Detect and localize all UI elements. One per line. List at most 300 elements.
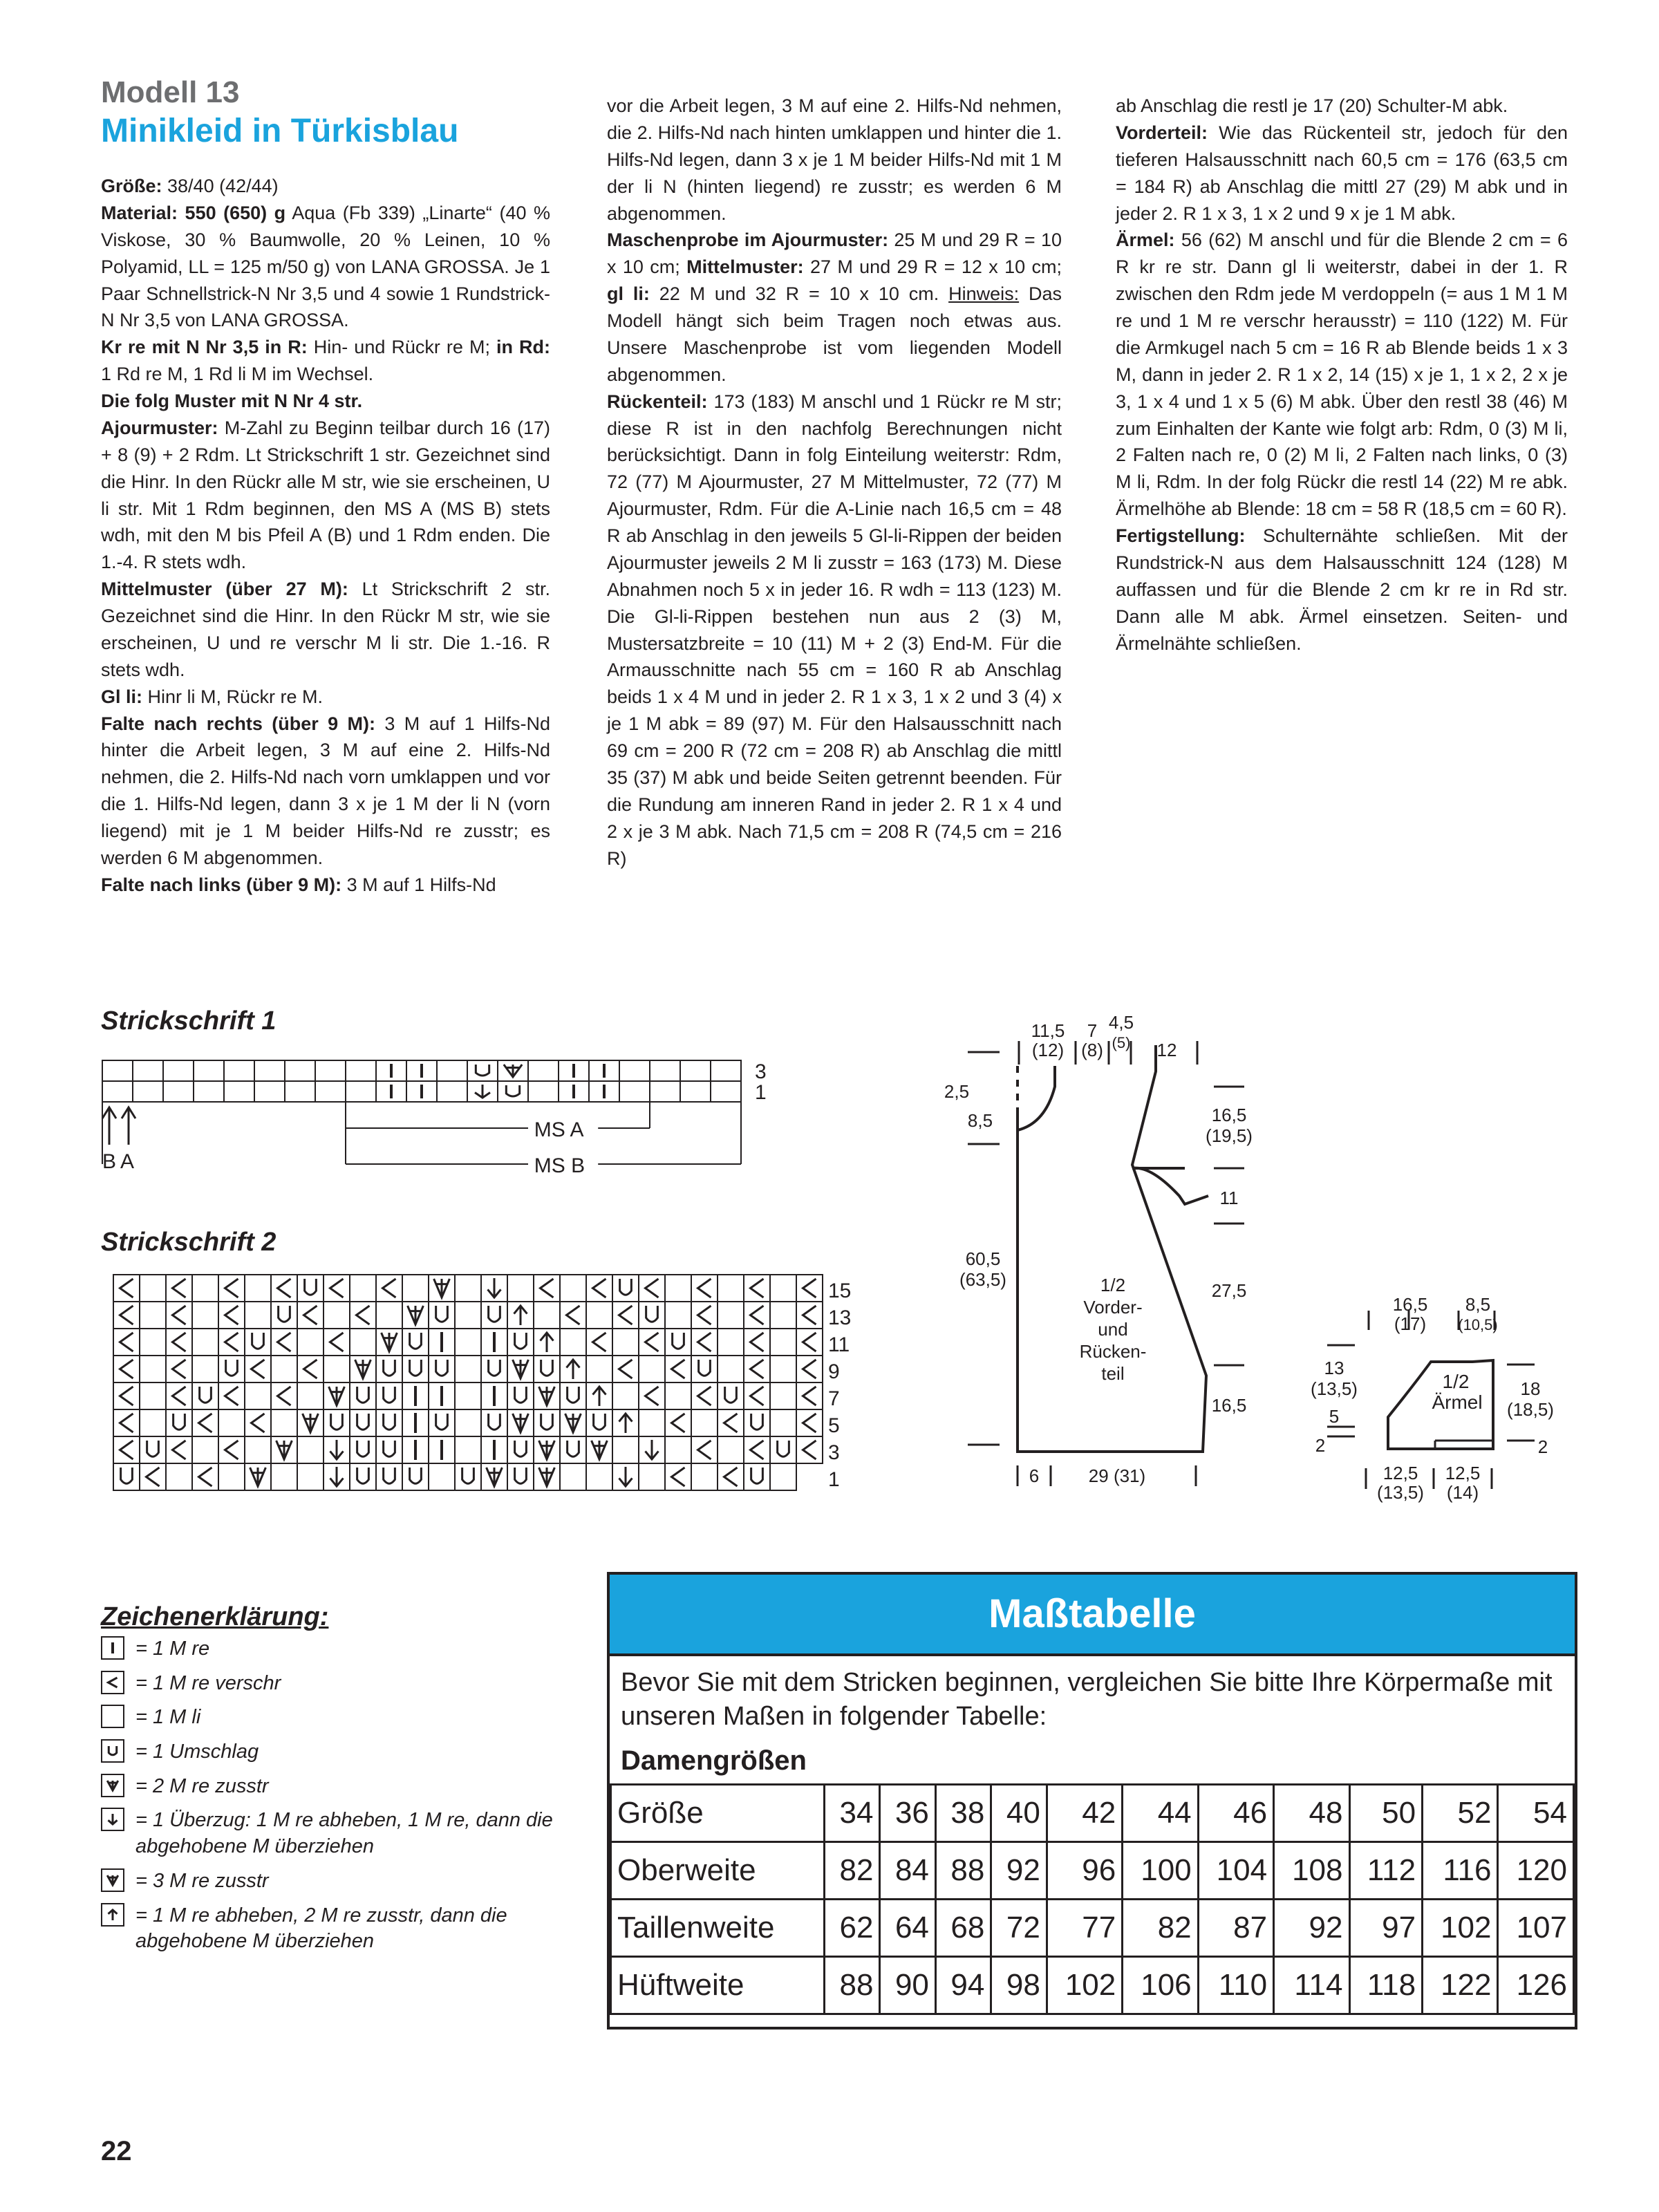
body-center-5: teil [1101,1363,1125,1384]
text-run: 3 M auf 1 Hilfs-Nd [341,874,496,895]
chart2-cell [665,1382,691,1409]
text-run: 22 M und 32 R = 10 x 10 cm. [649,283,949,305]
legend-text: = 1 M re [135,1638,210,1660]
text-run: Ajourmuster: [101,417,218,438]
chart2-cell [350,1436,376,1463]
chart2-cell [402,1463,429,1490]
model-number: Modell 13 [101,75,240,109]
chart2-cell [770,1436,796,1463]
chart2-cell [718,1463,744,1490]
chart2-cell [612,1356,639,1382]
chart1-cell [376,1060,406,1081]
body-center-2: Vorder- [1083,1297,1143,1318]
chart1-cell [346,1060,376,1081]
body-label-top-3: 7 [1087,1020,1098,1041]
size-table-cell: 112 [1349,1841,1423,1899]
chart2-cell [429,1409,455,1436]
col1-paragraph [101,200,550,334]
text-run: Vorderteil: [1116,122,1208,143]
text-run: Hin- und Rückr re M; [307,337,496,358]
chart2-cell [166,1329,192,1356]
col3-paragraph [1116,523,1568,657]
chart2-cell [718,1329,744,1356]
chart2-cell [455,1356,481,1382]
size-table-cell: 122 [1423,1956,1498,2014]
chart2-cell [796,1329,823,1356]
col3-paragraph [1116,120,1568,227]
ms-b-label: MS B [534,1154,585,1177]
chart1-cell [559,1060,589,1081]
chart2-cell [612,1382,639,1409]
chart2-cell [245,1329,271,1356]
text-run: Rückenteil: [607,391,708,412]
chart2-cell [113,1302,140,1329]
chart2-cell [665,1436,691,1463]
chart2-cell [770,1409,796,1436]
chart2-cell [586,1409,612,1436]
chart1-cell [194,1060,224,1081]
chart2-cell [586,1302,612,1329]
size-table-cell: 40 [991,1784,1047,1841]
sleeve-label: 16,5 [1392,1294,1428,1315]
chart2-cell [324,1463,350,1490]
size-table-cell: 64 [880,1899,935,1956]
chart2-cell [218,1356,245,1382]
col3-paragraph [1116,93,1568,120]
chart1-cell [315,1081,346,1102]
size-table-cell: 126 [1498,1956,1574,2014]
size-table-row-label: Taillenweite [611,1899,825,1956]
chart2-cell [140,1356,166,1382]
chart2-row-number: 5 [828,1414,840,1437]
chart2-cell [140,1329,166,1356]
chart2-cell [140,1436,166,1463]
text-run: Fertigstellung: [1116,525,1246,546]
col2-paragraph [607,227,1062,388]
sleeve-label: (14) [1446,1482,1479,1503]
col1-paragraph [101,173,550,200]
chart2-cell [324,1382,350,1409]
chart1-cell [498,1060,528,1081]
body-label-right-5: 16,5 [1211,1395,1247,1416]
chart2-cell [586,1382,612,1409]
chart2-cell [245,1382,271,1409]
three-together-icon [101,1868,124,1892]
chart2-cell [271,1302,297,1329]
chart1-cell [315,1060,346,1081]
text-run: Material: 550 (650) g [101,202,286,223]
legend-item [101,1671,578,1697]
chart1-cell [285,1060,315,1081]
size-table-cell: 77 [1047,1899,1122,1956]
chart2-cell [639,1275,665,1302]
chart1-cell [163,1081,194,1102]
size-table-grid [610,1783,1575,2015]
chart2-row-number: 7 [828,1387,840,1410]
text-run: Größe: [101,176,162,196]
size-table-cell: 96 [1047,1841,1122,1899]
chart2-cell [481,1329,507,1356]
size-table-cell: 44 [1123,1784,1198,1841]
text-column-3 [1116,93,1568,657]
sleeve-label: (18,5) [1507,1399,1554,1420]
col1-paragraph [101,684,550,711]
sleeve-label: (13,5) [1377,1482,1424,1503]
chart2-row-number: 1 [828,1468,840,1491]
chart2-cell [455,1302,481,1329]
chart1-title: Strickschrift 1 [101,1006,276,1035]
size-table-cell: 88 [935,1841,991,1899]
chart2-cell [691,1275,718,1302]
chart2-cell [718,1275,744,1302]
chart2-cell [350,1382,376,1409]
body-label-left-2: 8,5 [967,1110,993,1131]
chart2-cell [691,1382,718,1409]
chart2-cell [665,1463,691,1490]
legend-text: = 1 M re verschr [135,1671,281,1694]
chart2-cell [534,1463,560,1490]
chart2-cell [639,1436,665,1463]
text-column-2 [607,93,1062,872]
body-label-left-4: (63,5) [959,1269,1006,1290]
chart2-title: Strickschrift 2 [101,1228,276,1257]
chart2-cell [586,1436,612,1463]
chart1-cell [528,1060,559,1081]
body-label-left-3: 60,5 [965,1248,1001,1269]
sleeve-label: (10,5) [1458,1316,1498,1333]
legend-text: = 1 M re abheben, 2 M re zusstr, dann die abgehobene M überziehen [135,1904,507,1953]
legend-item [101,1808,578,1859]
ms-a-label: MS A [534,1118,584,1141]
legend-item [101,1774,578,1800]
arrow-a-label: A [120,1150,135,1173]
chart2-cell [744,1382,770,1409]
chart2-cell [455,1436,481,1463]
body-label-right-4: 27,5 [1211,1280,1247,1301]
size-table-cell: 107 [1498,1899,1574,1956]
chart2-cell [744,1463,770,1490]
body-label-top-7: 12 [1156,1040,1177,1060]
chart2-cell [796,1275,823,1302]
text-run: Wie das Rückenteil str, jedoch für den tieferen Halsausschnitt nach 60,5 cm = 176 (63,5 cm = 184 R) ab Anschlag die mittl 27 (29) M abk und in jeder 2. R 1 x 3, 1 x 2 und 9 x je 1 M abk. [1116,122,1568,224]
chart2-cell [218,1329,245,1356]
chart2-cell [455,1382,481,1409]
text-run: Die folg Muster mit N Nr 4 str. [101,391,363,411]
chart1-cell [650,1081,680,1102]
size-table-cell: 72 [991,1899,1047,1956]
size-table-subtitle: Damengrößen [621,1745,807,1776]
chart2-cell [271,1329,297,1356]
chart2-cell [612,1463,639,1490]
chart2-cell [691,1409,718,1436]
chart2-cell [218,1463,245,1490]
size-table-cell: 52 [1423,1784,1498,1841]
chart2-cell [639,1382,665,1409]
text-run: 3 M auf 1 Hilfs-Nd hinter die Arbeit legen, 3 M auf eine 2. Hilfs-Nd nehmen, die 2. Hilfs-Nd nach vorn umklappen und vor die 1. Hilfs-Nd legen, dann 3 x je 1 M der li N (vorn liegend) mit je 1 M beider Hilfs-Nd re zusstr; es werden 6 M abgenommen. [101,713,550,868]
body-label-top-5: 4,5 [1108,1012,1134,1033]
size-table-row [611,1784,1574,1841]
chart2-cell [245,1275,271,1302]
chart2-cell [560,1463,586,1490]
chart2-cell [429,1329,455,1356]
size-table-row [611,1899,1574,1956]
chart2-cell [271,1382,297,1409]
symbol-legend [101,1602,578,1963]
size-table-row-label: Hüftweite [611,1956,825,2014]
chart1-cell [619,1060,650,1081]
chart2-cell [691,1463,718,1490]
chart1-cell [437,1060,467,1081]
chart1-cell [224,1060,254,1081]
chart2-cell [534,1382,560,1409]
legend-item [101,1705,578,1731]
chart2-cell [718,1302,744,1329]
chart2-cell [507,1329,534,1356]
chart2-cell [113,1329,140,1356]
chart2-cell [665,1409,691,1436]
u-icon [101,1739,124,1763]
chart2-cell [718,1356,744,1382]
col1-paragraph [101,415,550,576]
text-run: 27 M und 29 R = 12 x 10 cm; [803,256,1062,278]
chart2-cell [140,1409,166,1436]
chart1-row-number: 1 [755,1081,767,1104]
body-label-bottom-2: 29 (31) [1088,1465,1146,1486]
chart1-cell [528,1081,559,1102]
chart1-cell [346,1081,376,1102]
chart2-cell [218,1275,245,1302]
text-run: 25 M und 29 R = 10 x 10 cm; [607,229,1062,278]
text-run: Falte nach rechts (über 9 M): [101,713,375,734]
chart2-cell [350,1302,376,1329]
chart1-cell [133,1081,163,1102]
chart2-cell [507,1436,534,1463]
chart2-cell [192,1409,218,1436]
chart2-cell [376,1436,402,1463]
chart2-cell [639,1463,665,1490]
chart2-cell [271,1356,297,1382]
size-table-cell: 102 [1423,1899,1498,1956]
chart2-cell [639,1302,665,1329]
size-table-cell: 118 [1349,1956,1423,2014]
size-table-row-label: Oberweite [611,1841,825,1899]
chart1-cell [559,1081,589,1102]
chart2-cell [586,1356,612,1382]
chart2-row-number: 3 [828,1441,840,1464]
size-table-cell: 98 [991,1956,1047,2014]
chart2-cell [402,1409,429,1436]
size-table-row [611,1956,1574,2014]
body-label-top-4: (8) [1081,1040,1103,1060]
size-table-intro: Bevor Sie mit dem Stricken beginnen, vergleichen Sie bitte Ihre Körpermaße mit unseren Maßen in folgender Tabelle: [621,1668,1553,1732]
chart1-cell [467,1081,498,1102]
text-run: 56 (62) M anschl und für die Blende 2 cm = 6 R kr re str. Dann gl li weiterstr, dabei in der 1. R zwischen den Rdm jede M verdoppeln (= aus 1 M 1 M re und 1 M re verschr herausstr) = 110 (122) M. Für die Armkugel nach 5 cm = 16 R ab Blende beids 1 x 3 M, dann in jeder 2. R 1 x 2, 14 (15) x je 1, 1 x 2, 2 x je 3, 1 x 4 und 1 x 5 (6) M abk. Über den restl 38 (46) M zum Einhalten der Kante wie folgt arb: Rdm, 0 (3) M li, 2 Falten nach re, 0 (2) M li, 2 Falten nach links, 0 (3) M li, Rdm. In der folg Rückr die restl 14 (22) M re abk. Ärmelhöhe ab Blende: 18 cm = 58 R (18,5 cm = 60 R). [1116,229,1568,520]
chart2-cell [534,1329,560,1356]
chart2-cell [770,1275,796,1302]
chart2-cell [192,1463,218,1490]
chart2-cell [245,1356,271,1382]
chart1-cell [406,1060,437,1081]
legend-item [101,1739,578,1765]
size-table-row [611,1841,1574,1899]
chart2-cell [166,1302,192,1329]
text-run: Hinweis: [948,283,1020,305]
body-schematic [912,1002,1300,1514]
chart2-cell [744,1275,770,1302]
chart2-cell [481,1409,507,1436]
chart2-cell [639,1356,665,1382]
chart2-cell [665,1275,691,1302]
legend-text: = 2 M re zusstr [135,1774,269,1797]
chart2-cell [218,1302,245,1329]
chart2-cell [691,1436,718,1463]
chart2-cell [691,1329,718,1356]
chart2-cell [350,1409,376,1436]
chart2-cell [245,1436,271,1463]
model-title: Minikleid in Türkisblau [101,113,459,149]
front-back-outline [1018,1066,1206,1452]
col3-paragraph [1116,227,1568,523]
chart2-cell [560,1302,586,1329]
chart2-cell [665,1356,691,1382]
text-run: Mittelmuster (über 27 M): [101,579,348,600]
col1-paragraph [101,388,550,415]
body-label-top-6: (5) [1112,1034,1131,1051]
chart2-row-number: 9 [828,1360,840,1383]
chart1-cell [498,1081,528,1102]
chart2-cell [350,1275,376,1302]
less-than-icon [101,1671,124,1694]
chart2-cell [534,1302,560,1329]
chart2-cell [297,1356,324,1382]
chart2-cell [297,1463,324,1490]
sleeve-label: 13 [1324,1358,1344,1378]
chart2-cell [481,1356,507,1382]
chart2-cell [271,1436,297,1463]
chart2-cell [297,1302,324,1329]
size-table-cell: 100 [1123,1841,1198,1899]
text-run: 173 (183) M anschl und 1 Rückr re M str; diese R ist in den nachfolg Berechnungen nicht berücksichtigt. Dann in folg Einteilung weiterstr: Rdm, 72 (77) M Ajourmuster, 27 M Mittelmuster, 72 (77) M Ajourmuster, Rdm. Für die A-Linie nach 16,5 cm = 48 R ab Anschlag in den jeweils 5 Gl-li-Rippen der beiden Ajourmuster jeweils 2 M li zusstr = 163 (173) M. Diese Abnahmen noch 5 x in jeder 16. R wdh = 113 (123) M. Die Gl-li-Rippen bestehen nun aus 2 (3) M, Mustersatzbreite = 10 (11) M + 2 (3) End-M. Für die Armausschnitte nach 55 cm = 160 R ab Anschlag beids 1 x 4 M und in jeder 2. R 1 x 3, 1 x 2 und 3 (4) x je 1 M abk = 89 (97) M. Für den Halsausschnitt nach 69 cm = 200 R (72 cm = 208 R) ab Anschlag die mittl 35 (37) M abk und beide Seiten getrennt beenden. Für die Rundung am inneren Rand in jeder 2. R 1 x 4 und 2 x je 3 M abk. Nach 71,5 cm = 208 R (74,5 cm = 216 R) [607,391,1062,869]
chart1-grid [97,1051,857,1189]
chart2-cell [402,1275,429,1302]
chart1-cell [711,1081,741,1102]
chart1-cell [589,1060,619,1081]
sleeve-label: Ärmel [1432,1391,1483,1413]
chart1-cell [285,1081,315,1102]
size-table-cell: 108 [1274,1841,1349,1899]
chart2-cell [376,1329,402,1356]
chart2-grid [111,1272,906,1507]
body-label-left-1: 2,5 [944,1081,970,1102]
legend-title: Zeichenerklärung: [101,1602,329,1631]
size-table-cell: 38 [935,1784,991,1841]
size-table-row-label: Größe [611,1784,825,1841]
chart2-cell [429,1356,455,1382]
chart2-cell [744,1356,770,1382]
chart2-cell [324,1302,350,1329]
body-label-right-2: (19,5) [1206,1125,1253,1146]
text-run: Ärmel: [1116,229,1175,251]
chart2-cell [534,1356,560,1382]
chart2-cell [271,1409,297,1436]
chart2-cell [324,1329,350,1356]
chart2-cell [113,1436,140,1463]
chart2-cell [691,1302,718,1329]
chart2-cell [113,1409,140,1436]
chart2-cell [534,1275,560,1302]
size-table-cell: 110 [1198,1956,1273,2014]
chart2-cell [796,1356,823,1382]
chart2-cell [297,1275,324,1302]
col2-paragraph [607,93,1062,227]
chart2-cell [718,1409,744,1436]
size-table-cell: 88 [825,1956,880,2014]
size-table-cell: 94 [935,1956,991,2014]
chart2-cell [402,1436,429,1463]
text-run: M-Zahl zu Beginn teilbar durch 16 (17) + 8 (9) + 2 Rdm. Lt Strickschrift 1 str. Gezeichnet sind die Hinr. In den Rückr alle M str, wie sie erscheinen, U li str. Mit 1 Rdm beginnen, den MS A (MS B) stets wdh, mit den M bis Pfeil A (B) und 1 Rdm enden. Die 1.-4. R stets wdh. [101,417,550,573]
chart2-cell [796,1436,823,1463]
arrow-b-label: B [102,1150,117,1173]
text-run: vor die Arbeit legen, 3 M auf eine 2. Hilfs-Nd nehmen, die 2. Hilfs-Nd nach hinten umklappen und hinter die 1. Hilfs-Nd legen, dann 3 x je 1 M beider Hilfs-Nd mit 1 M der li N (hinten liegend) re zusstr; es werden 6 M abgenommen. [607,95,1062,224]
chart2-cell [166,1436,192,1463]
chart2-cell [245,1409,271,1436]
up-arrow-icon [101,1903,124,1927]
chart1-cell [163,1060,194,1081]
chart2-cell [665,1302,691,1329]
sleeve-label: 8,5 [1465,1294,1491,1315]
size-table-cell: 82 [1123,1899,1198,1956]
body-center-1: 1/2 [1100,1275,1126,1295]
size-table-cell: 68 [935,1899,991,1956]
chart2-cell [192,1436,218,1463]
body-label-right-3: 11 [1219,1188,1239,1208]
chart2-cell [481,1382,507,1409]
chart2-cell [192,1275,218,1302]
chart2-row-number: 15 [828,1280,852,1302]
chart2-cell [271,1275,297,1302]
legend-text: = 3 M re zusstr [135,1869,269,1892]
chart2-cell [429,1463,455,1490]
chart2-cell [402,1302,429,1329]
text-run: gl li: [607,283,650,305]
bar-icon [101,1636,124,1660]
chart2-cell [245,1302,271,1329]
text-run: 1 Rd re M, 1 Rd li M im Wechsel. [101,364,374,385]
legend-item [101,1868,578,1895]
chart2-cell [140,1275,166,1302]
chart2-cell [718,1436,744,1463]
body-label-right-1: 16,5 [1211,1105,1247,1125]
col1-paragraph [101,334,550,388]
chart2-cell [297,1382,324,1409]
chart2-cell [376,1382,402,1409]
chart2-cell [560,1409,586,1436]
text-run: ab Anschlag die restl je 17 (20) Schulter-M abk. [1116,95,1508,116]
chart2-cell [481,1463,507,1490]
sleeve-label: 18 [1520,1378,1541,1399]
sleeve-label: 1/2 [1442,1371,1470,1392]
size-table-cell: 87 [1198,1899,1273,1956]
text-run: Lt Strickschrift 2 str. Gezeichnet sind die Hinr. In den Rückr M str, wie sie erscheinen, U und re verschr M li str. Die 1.-16. R stets wdh. [101,579,550,680]
body-label-bottom-1: 6 [1029,1465,1040,1486]
chart1-cell [589,1081,619,1102]
sleeve-label: 5 [1329,1406,1340,1427]
size-table-cell: 90 [880,1956,935,2014]
size-table-cell: 92 [1274,1899,1349,1956]
chart2-cell [350,1356,376,1382]
sleeve-label: (17) [1394,1313,1427,1334]
chart2-cell [402,1382,429,1409]
